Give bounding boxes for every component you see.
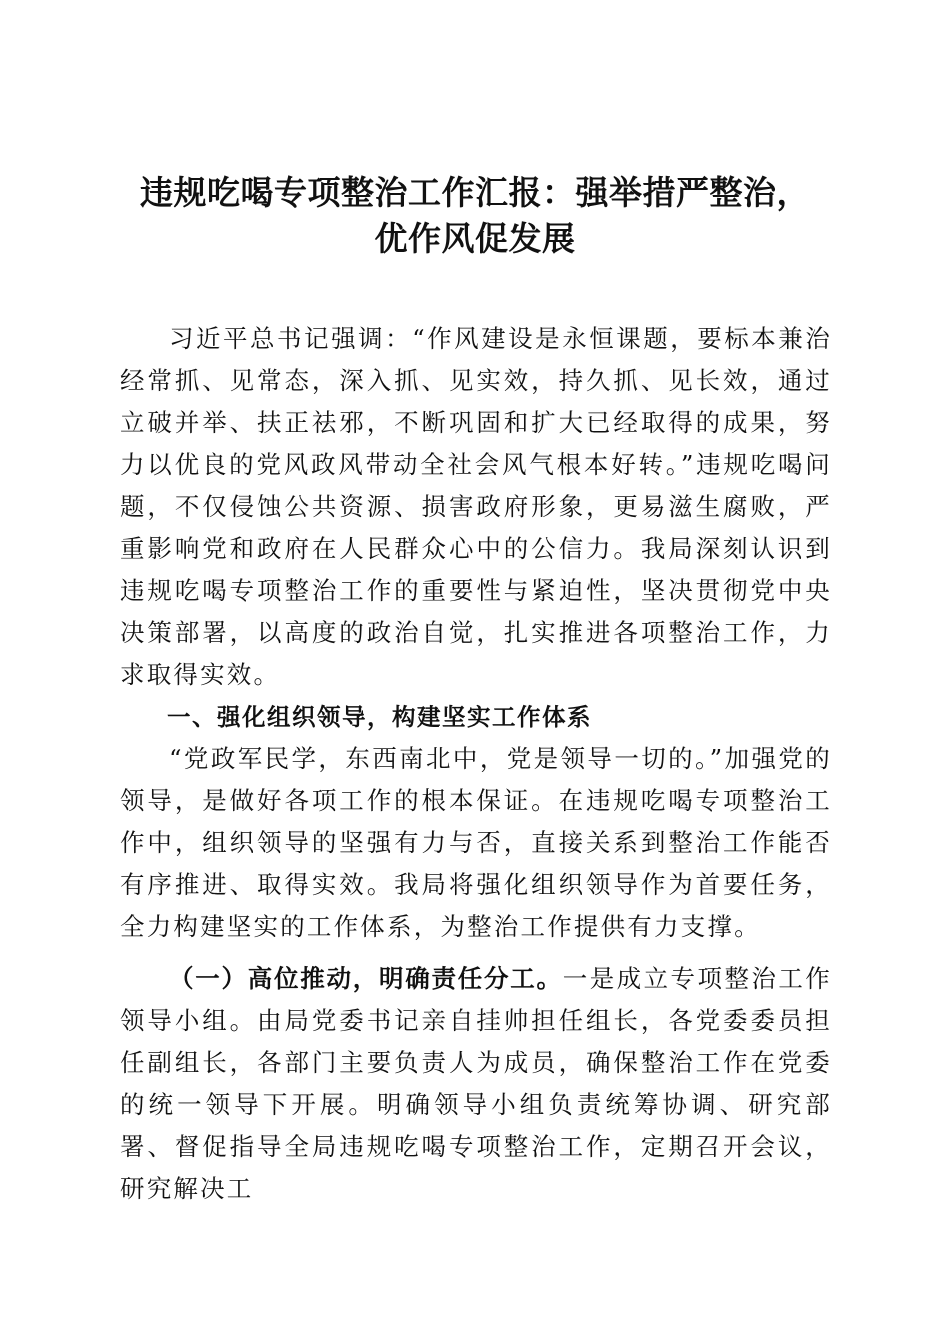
subsection-1-lead: （一）高位推动，明确责任分工。 <box>169 964 563 993</box>
intro-paragraph: 习近平总书记强调：“作风建设是永恒课题，要标本兼治经常抓、见常态，深入抓、见实效，持久抓、见长效，通过立破并举、扶正祛邪，不断巩固和扩大已经取得的成果，努力以优良的党风政风带动全社会风气根本好转。”违规吃喝问题，不仅侵蚀公共资源、损害政府形象，更易滋生腐败，严重影响党和政府在人民群众心中的公信力。我局深刻认识到违规吃喝专项整治工作的重要性与紧迫性，坚决贯彻党中央决策部署，以高度的政治自觉，扎实推进各项整治工作，力求取得实效。 <box>120 324 832 689</box>
subsection-1-text: 一是成立专项整治工作领导小组。由局党委书记亲自挂帅担任组长，各党委委员担任副组长，各部门主要负责人为成员，确保整治工作在党委的统一领导下开展。明确领导小组负责统筹协调、研究部署、督促指导全局违规吃喝专项整治工作，定期召开会议，研究解决工 <box>120 964 832 1203</box>
paragraph-spacer <box>120 948 832 958</box>
subsection-1-paragraph <box>120 958 832 1210</box>
document-body <box>120 318 832 1210</box>
document-title <box>100 170 850 262</box>
title-line-2: 优作风促发展 <box>374 219 576 258</box>
title-line-1: 违规吃喝专项整治工作汇报：强举措严整治， <box>140 173 810 212</box>
section-1-paragraph: “党政军民学，东西南北中，党是领导一切的。”加强党的领导，是做好各项工作的根本保证。在违规吃喝专项整治工作中，组织领导的坚强有力与否，直接关系到整治工作能否有序推进、取得实效。我局将强化组织领导作为首要任务，全力构建坚实的工作体系，为整治工作提供有力支撑。 <box>120 744 832 941</box>
section-heading-1: 一、强化组织领导，构建坚实工作体系 <box>167 703 592 731</box>
